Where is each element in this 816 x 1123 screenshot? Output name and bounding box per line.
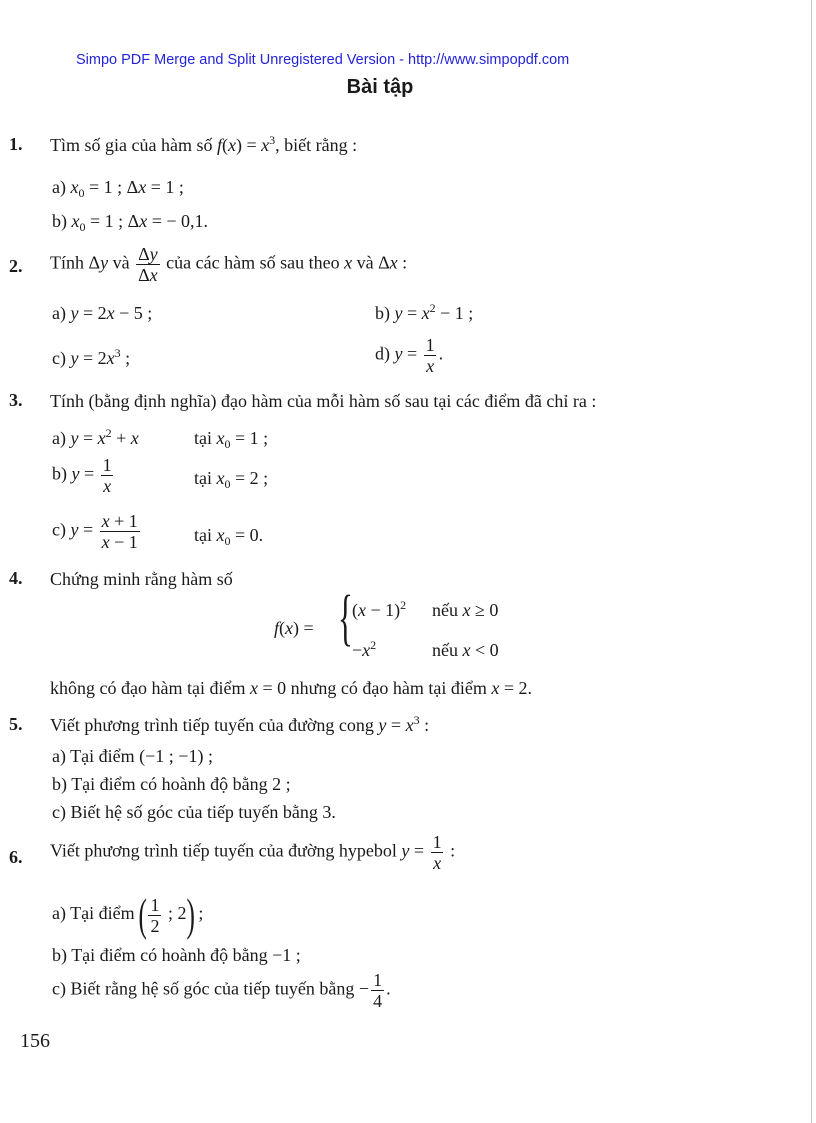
piecewise-case-1: $(x - 1)^2$ [352, 598, 407, 620]
exercise-4-conclusion: không có đạo hàm tại điểm x = 0 nhưng có đạo hàm tại điểm x = 2. [50, 678, 532, 698]
exercise-3b: b) y = $\frac{1}{x}$ [52, 455, 112, 496]
exercise-3a: a) $y = x^2 + x$ [52, 426, 139, 448]
exercise-4-prompt: Chứng minh rằng hàm số [50, 569, 233, 589]
exercise-6c: c) Biết rằng hệ số góc của tiếp tuyến bằng − $\frac{1}{4}$ . [52, 970, 391, 1011]
exercise-5-prompt: Viết phương trình tiếp tuyến của đường cong $y = x^3$ : [50, 713, 430, 735]
exercise-2c: c) $y = 2x^3$ ; [52, 346, 131, 368]
exercise-1-number: 1. [9, 134, 23, 154]
brace-icon: { [338, 584, 353, 652]
exercise-6-number: 6. [9, 847, 23, 867]
piecewise-condition-1: nếu x ≥ 0 [432, 600, 499, 620]
page-edge-line [811, 0, 812, 1123]
piecewise-function-name: f(x) = [274, 618, 314, 638]
exercise-3c-point: tại $x_0 = 0$. [194, 525, 264, 548]
exercise-6b: b) Tại điểm có hoành độ bằng −1 ; [52, 945, 301, 965]
exercise-1-prompt: Tìm số gia của hàm số $f(x) = x^3$, biết rằng : [50, 133, 358, 155]
piecewise-case-2: $-x^2$ [352, 638, 377, 660]
exercise-6a: a) Tại điểm ( $\frac{1}{2}$ ; 2) ; [52, 889, 204, 940]
exercise-3b-point: tại $x_0 = 2$ ; [194, 468, 269, 491]
watermark: Simpo PDF Merge and Split Unregistered Version - http://www.simpopdf.com [76, 52, 570, 68]
page-title: Bài tập [346, 76, 414, 98]
exercise-1b: b) $x_0 = 1$ ; Δx = − 0,1. [52, 211, 209, 234]
exercise-2-prompt: Tính Δy và $\frac{\Delta y}{\Delta x}$ của các hàm số sau theo x và Δx : [50, 244, 408, 285]
exercise-4-number: 4. [9, 568, 23, 588]
exercise-5b: b) Tại điểm có hoành độ bằng 2 ; [52, 774, 291, 794]
exercise-2b: b) $y = x^2 - 1$ ; [375, 301, 474, 323]
exercise-2a: a) y = 2x − 5 ; [52, 303, 153, 323]
piecewise-condition-2: nếu x < 0 [432, 640, 499, 660]
exercise-5-number: 5. [9, 714, 23, 734]
exercise-3a-point: tại $x_0 = 1$ ; [194, 428, 269, 451]
exercise-5c: c) Biết hệ số góc của tiếp tuyến bằng 3. [52, 802, 336, 822]
exercise-5a: a) Tại điểm (−1 ; −1) ; [52, 746, 213, 766]
page-number: 156 [20, 1030, 50, 1052]
exercise-1a: a) $x_0 = 1$ ; Δx = 1 ; [52, 177, 184, 200]
exercise-3-number: 3. [9, 390, 23, 410]
exercise-2d: d) y = $\frac{1}{x}$ . [375, 335, 444, 376]
exercise-2-number: 2. [9, 256, 23, 276]
exercise-3-prompt: Tính (bằng định nghĩa) đạo hàm của mỗi hàm số sau tại các điểm đã chỉ ra : [50, 391, 597, 411]
exercise-6-prompt: Viết phương trình tiếp tuyến của đường hypebol y = $\frac{1}{x}$ : [50, 832, 456, 873]
exercise-3c: c) y = $\frac{x + 1}{x - 1}$ [52, 511, 138, 552]
